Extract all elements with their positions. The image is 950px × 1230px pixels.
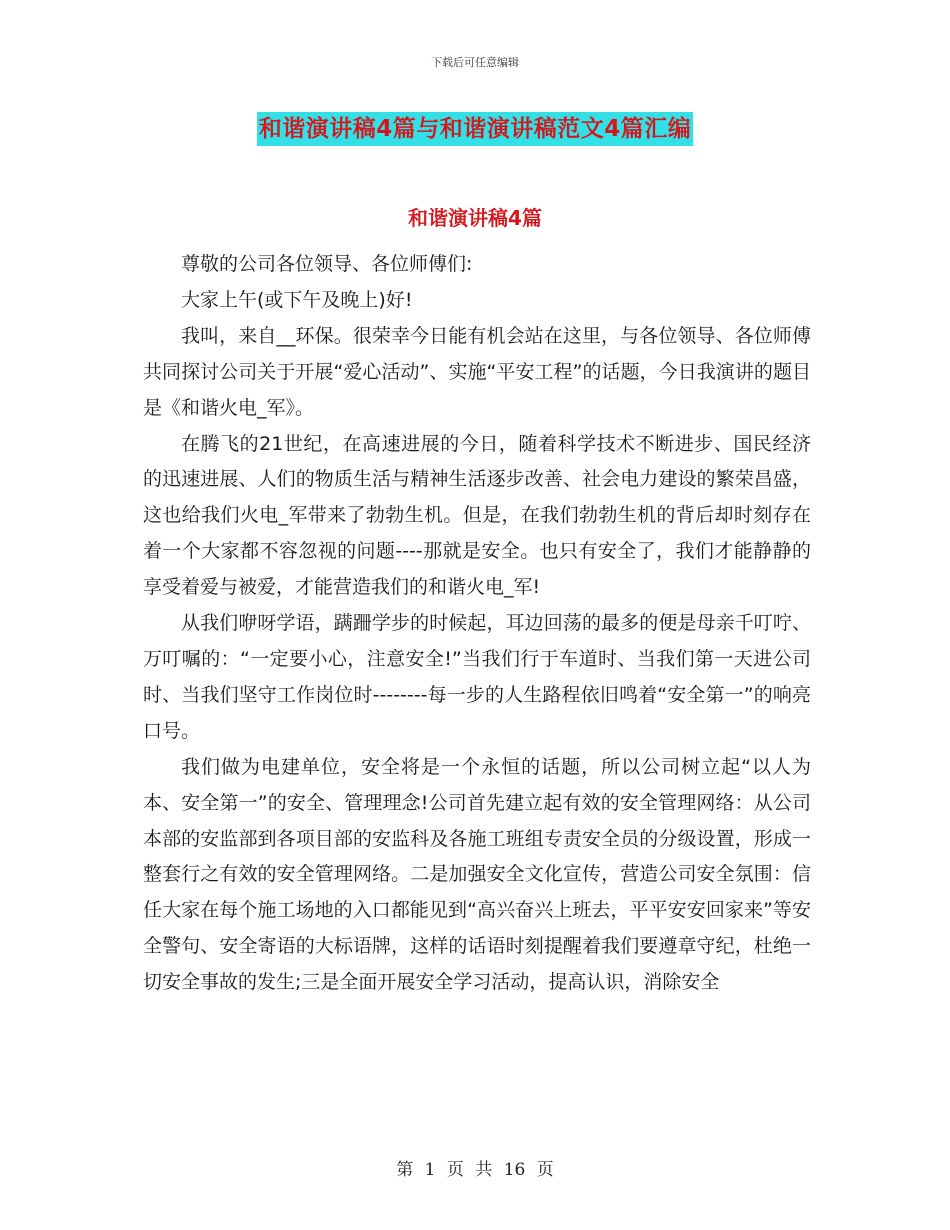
paragraph-introduction: 我叫，来自__环保。很荣幸今日能有机会站在这里，与各位领导、各位师傅共同探讨公司关于开展“爱心活动”、实施“平安工程”的话题，今日我演讲的题目是《和谐火电_军》。 [143,324,811,419]
document-title [0,112,950,146]
section-title: 和谐演讲稿4篇 [408,206,542,230]
paragraph-company-safety: 我们做为电建单位，安全将是一个永恒的话题，所以公司树立起“以人为本、安全第一”的安全、管理理念!公司首先建立起有效的安全管理网络：从公司本部的安监部到各项目部的安监科及各施工班组专责安全员的分级设置，形成一整套行之有效的安全管理网络。二是加强安全文化宣传，营造公司安全氛围：信任大家在每个施工场地的入口都能见到“高兴奋兴上班去，平平安安回家来”等安全警句、安全寄语的大标语牌，这样的话语时刻提醒着我们要遵章守纪，杜绝一切安全事故的发生;三是全面开展安全学习活动，提高认识，消除安全 [143,755,811,994]
page-header-note: 下载后可任意编辑 [431,56,519,69]
page-number: 第 1 页 共 16 页 [396,1160,554,1180]
paragraph-background: 在腾飞的21世纪，在高速进展的今日，随着科学技术不断进步、国民经济的迅速进展、人们的物质生活与精神生活逐步改善、社会电力建设的繁荣昌盛，这也给我们火电_军带来了勃勃生机。但是，在我们勃勃生机的背后却时刻存在着一个大家都不容忽视的问题----那就是安全。也只有安全了，我们才能静静的享受着爱与被爱，才能营造我们的和谐火电_军! [143,432,811,599]
document-body [143,247,811,1001]
document-title-text: 和谐演讲稿4篇与和谐演讲稿范文4篇汇编 [257,112,694,146]
paragraph-greeting: 尊敬的公司各位领导、各位师傅们: [181,253,473,275]
paragraph-salutation: 大家上午(或下午及晚上)好! [181,288,413,311]
paragraph-childhood: 从我们咿呀学语，蹒跚学步的时候起，耳边回荡的最多的便是母亲千叮咛、万叮嘱的：“一定要小心，注意安全!”当我们行于车道时、当我们第一天进公司时、当我们坚守工作岗位时--------每一步的人生路程依旧鸣着“安全第一”的响亮口号。 [143,612,811,742]
